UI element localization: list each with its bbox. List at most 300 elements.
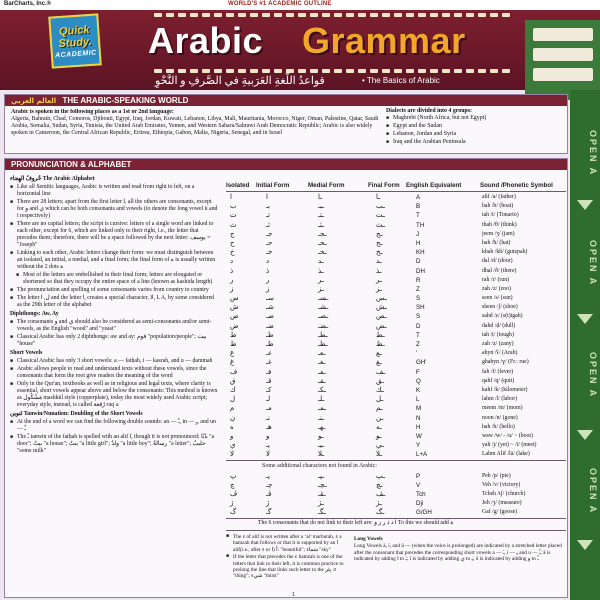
english-equivalent-cell: F xyxy=(416,368,420,376)
film-hole xyxy=(406,69,414,73)
tab-label: OPEN A xyxy=(588,352,598,399)
sound-cell: khah /kh/ (gutzpah) xyxy=(482,249,528,256)
dialect-item: ■ Lebanon, Jordan and Syria xyxy=(386,131,566,138)
arabic-letter-cell: فـ xyxy=(266,367,272,376)
film-hole xyxy=(298,69,306,73)
arabic-letter-cell: ك xyxy=(230,385,236,394)
english-equivalent-cell: J xyxy=(416,230,420,238)
table-row xyxy=(226,294,566,303)
arabic-letter-cell: ـر xyxy=(318,275,324,284)
film-hole xyxy=(478,69,486,73)
table-row xyxy=(226,358,566,367)
arabic-letter-cell: ـز xyxy=(376,284,382,293)
arabic-letter-cell: ش xyxy=(230,303,239,312)
english-equivalent-cell: S xyxy=(416,295,421,303)
arabic-letter-cell: خـ xyxy=(266,248,273,257)
note-item: ■ Linking to each other, Arabic letters change their form: we must distinguish between an isolated, an initial, a medial, and a final form; the final form of ه is usually written without the 2 dots ة xyxy=(10,250,218,271)
film-hole xyxy=(346,13,354,17)
column-header: Sound /Phonetic Symbol xyxy=(480,182,553,189)
note-item: ■ There are 28 letters; apart from the first letter ا, all the others are consonants, except for و and ي which can be both consonants and vowels (to denote the long vowel ū and ī respectively) xyxy=(10,199,218,220)
sound-cell: noon /n/ (gone) xyxy=(482,414,518,421)
arabic-letter-cell: ذ xyxy=(230,266,234,275)
arabic-letter-cell: ـت xyxy=(376,211,385,220)
film-hole xyxy=(190,13,198,17)
film-hole xyxy=(430,69,438,73)
arabic-letter-cell: ـز xyxy=(318,284,324,293)
arabic-letter-cell: ـب xyxy=(376,202,385,211)
note-item: ■ The consonants و and ي should also be considered as semi-consonants and/or semi-vowels, as the English "wood" and "yeast" xyxy=(10,319,218,333)
english-equivalent-cell: D xyxy=(416,258,421,266)
arabic-letter-cell: س xyxy=(230,294,239,303)
arabic-letter-cell: ـح xyxy=(376,238,383,247)
arabic-letter-cell: سـ xyxy=(266,294,274,303)
arabic-letter-cell: ضـ xyxy=(266,321,274,330)
down-arrow-icon xyxy=(577,200,593,210)
divider xyxy=(226,530,566,531)
arabic-letter-cell: عـ xyxy=(266,349,273,358)
logo-line: Quick xyxy=(58,23,90,38)
arabic-letter-cell: ـسـ xyxy=(318,294,329,303)
film-hole xyxy=(490,13,498,17)
note-item: ■ The ـً tanwin of the fatḥah is spelled with an alif ا, though it is not pronounced: بابًا "a door"; بيتٌ "a house"; بنتٌ "a little girl"; ولدٌ "a little boy"; رسالةٌ "a letter"; حليبٌ "some milk" xyxy=(10,434,218,455)
arabic-letter-cell: ج xyxy=(230,229,235,238)
film-hole xyxy=(442,69,450,73)
table-row xyxy=(226,499,566,508)
divider xyxy=(226,460,566,461)
arabic-letter-cell: ـپ xyxy=(376,472,385,480)
arabic-letter-cell: ت xyxy=(230,211,237,220)
non-linking-note: The 6 consonants that do not link to their left are: ا د ذ ر ز و To this we should add ة xyxy=(258,520,454,526)
english-equivalent-cell: T xyxy=(416,331,420,339)
sound-cell: Tcheh /tʃ/ (church) xyxy=(482,491,526,497)
arabic-letter-cell: ـن xyxy=(376,413,384,422)
sound-cell: waw /w/ - /u/ ~ (boot) xyxy=(482,432,533,439)
sound-cell: ghahyn /ɣ/ (Fr.: rue) xyxy=(482,359,529,366)
table-row xyxy=(226,404,566,413)
dialect-item: ■ Egypt and the Sudan xyxy=(386,123,566,130)
sound-cell: bah /b/ (boat) xyxy=(482,203,514,210)
film-hole xyxy=(502,13,510,17)
arabic-letter-cell: ـي xyxy=(376,441,384,450)
arabic-letter-cell: كـ xyxy=(266,385,272,394)
long-vowels-notes xyxy=(354,534,566,596)
film-hole xyxy=(382,13,390,17)
film-hole xyxy=(250,13,258,17)
arabic-letter-cell: م xyxy=(230,404,235,413)
page-number: 1 xyxy=(292,592,295,598)
section-heading xyxy=(5,95,567,106)
arabic-letter-cell: ر xyxy=(266,275,270,284)
arabic-letter-cell: ـذ xyxy=(318,266,324,275)
arabic-letter-cell: ـق xyxy=(376,376,384,385)
sound-cell: alif /a/ (father) xyxy=(482,194,516,200)
english-equivalent-cell: N xyxy=(416,414,421,422)
sound-cell: dhal /ð/ (there) xyxy=(482,267,517,274)
film-hole xyxy=(466,13,474,17)
english-equivalent-cell: KH xyxy=(416,249,425,257)
arabic-letter-cell: ـلا xyxy=(376,450,383,459)
arabic-letter-cell: گـ xyxy=(266,508,272,516)
arabic-letter-cell: هـ xyxy=(266,422,272,431)
arabic-letter-cell: تـ xyxy=(266,211,270,220)
table-row xyxy=(226,230,566,239)
film-hole xyxy=(298,13,306,17)
extra-characters-title: Some additional characters not found in Arabic: xyxy=(262,463,377,469)
section-heading: PRONUNCIATION & ALPHABET xyxy=(5,159,567,170)
arabic-letter-cell: غـ xyxy=(266,358,272,367)
tanwin-title: تَنوين Tanwin/Nunation: Doubling of the Short Vowels xyxy=(10,411,143,417)
arabic-letter-cell: د xyxy=(266,257,270,266)
english-equivalent-cell: Z xyxy=(416,341,420,348)
sound-cell: Jeh /ʒ/ (measure) xyxy=(482,500,522,506)
logo-line: ACADEMIC xyxy=(54,49,97,59)
table-row xyxy=(226,481,566,490)
english-equivalent-cell: Z xyxy=(416,285,420,293)
arabic-letter-cell: ـچ xyxy=(376,481,383,489)
arabic-letter-cell: ـا xyxy=(318,193,323,201)
english-equivalent-cell: Q xyxy=(416,377,421,385)
arabic-letter-cell: ـفـ xyxy=(318,367,326,376)
sound-cell: hah /ħ/ (hat) xyxy=(482,239,511,246)
film-hole xyxy=(358,13,366,17)
table-row xyxy=(226,303,566,312)
sound-cell: Peh /p/ (pie) xyxy=(482,473,511,479)
arabic-letter-cell: ـس xyxy=(376,294,387,303)
arabic-letter-cell: ـخـ xyxy=(318,248,327,257)
film-hole xyxy=(214,69,222,73)
arabic-letter-cell: طـ xyxy=(266,330,274,339)
film-hole xyxy=(502,69,510,73)
table-row xyxy=(226,239,566,248)
table-row xyxy=(226,508,566,517)
table-row xyxy=(226,414,566,423)
arabic-letter-cell: شـ xyxy=(266,303,274,312)
note-item: ■ The ء of alif is not written after a ‘al’ marbutah, ء a hamzah that follows or that it is supported by an ا alif(i.e., after ء or ا) أ: "beautiful"; سَماء "sky" xyxy=(226,534,346,553)
english-equivalent-cell: A xyxy=(416,194,421,201)
arabic-letter-cell: ص xyxy=(230,312,239,321)
arabic-letter-cell: ح xyxy=(230,238,235,247)
table-row xyxy=(226,432,566,441)
series-banner: WORLD'S #1 ACADEMIC OUTLINE xyxy=(228,1,332,7)
column-header: Initial Form xyxy=(256,182,290,189)
table-row xyxy=(226,276,566,285)
title-grammar: Grammar xyxy=(302,20,466,61)
arabic-letter-cell: قـ xyxy=(266,376,272,385)
arabic-letter-cell: د xyxy=(230,257,234,266)
english-equivalent-cell: L+A xyxy=(416,451,428,459)
film-hole xyxy=(286,69,294,73)
arabic-letter-cell: ز xyxy=(266,284,270,293)
arabic-letter-cell: ب xyxy=(230,202,237,211)
open-tab[interactable] xyxy=(570,90,600,600)
dialect-item: ■ Maghrebi (North Africa, but not Egypt) xyxy=(386,115,566,122)
film-hole xyxy=(190,69,198,73)
subtitle-english: • The Basics of Arabic xyxy=(362,76,440,85)
arabic-letter-cell: ـط xyxy=(376,330,385,339)
note-item: ■ There are no capital letters; the script is cursive: letters of a single word are linked to each other, except for 6, which are linked only to their right, i.e., the letter that precedes them; therefore, there will be a space followed by the next letter: يوسف = "Joseph" xyxy=(10,221,218,249)
arabic-letter-cell: ـجـ xyxy=(318,229,327,238)
film-hole xyxy=(466,69,474,73)
arabic-letter-cell: ـپـ xyxy=(318,472,325,480)
table-row xyxy=(226,450,566,459)
arabic-letter-cell: جـ xyxy=(266,229,273,238)
film-hole xyxy=(214,13,222,17)
english-equivalent-cell: Y xyxy=(416,442,421,450)
arabic-letter-cell: غ xyxy=(230,358,235,367)
film-hole xyxy=(346,69,354,73)
dialect-item: ■ Iraq and the Arabian Peninsula xyxy=(386,139,566,146)
arabic-letter-cell: ـش xyxy=(376,303,387,312)
arabic-letter-cell: ـظ xyxy=(376,340,385,348)
film-hole xyxy=(370,69,378,73)
dialects-title: Dialects are divided into 4 groups: xyxy=(386,108,473,114)
arabic-letter-cell: لـ xyxy=(266,395,271,404)
table-row xyxy=(226,211,566,220)
alphabet-table xyxy=(226,193,566,459)
film-hole xyxy=(166,69,174,73)
long-vowels-title: Long Vowels xyxy=(354,536,383,542)
film-hole xyxy=(178,13,186,17)
strip-pill xyxy=(533,28,593,41)
arabic-letter-cell: ـڤـ xyxy=(318,490,326,498)
arabic-letter-cell: ي xyxy=(230,441,236,450)
sound-cell: thah /θ/ (think) xyxy=(482,221,517,228)
arabic-letter-cell: ثـ xyxy=(266,220,270,229)
sound-cell: meem /m/ (mom) xyxy=(482,405,523,412)
arabic-letter-cell: ق xyxy=(230,376,236,385)
table-row xyxy=(226,221,566,230)
table-row xyxy=(226,423,566,432)
film-hole xyxy=(478,13,486,17)
arabic-letter-cell: ـتـ xyxy=(318,211,325,220)
arabic-letter-cell: ـع xyxy=(376,349,382,358)
english-equivalent-cell: M xyxy=(416,405,422,413)
film-hole xyxy=(454,13,462,17)
arabic-letter-cell: ژ xyxy=(266,499,270,507)
english-equivalent-cell: G/GH xyxy=(416,509,432,516)
arabic-letter-cell: لا xyxy=(266,450,270,459)
hamzah-notes xyxy=(226,534,346,596)
arabic-letter-cell: ـڤ xyxy=(376,490,386,498)
table-row xyxy=(226,441,566,450)
note-item: ■ Classical Arabic has only 3 short vowels: a — fatḥah, i — kasrah, and u — ḍammah xyxy=(10,358,218,365)
english-equivalent-cell: Dji xyxy=(416,500,424,507)
film-hole xyxy=(442,13,450,17)
divider xyxy=(226,191,566,192)
arabic-letter-cell: ـل xyxy=(376,395,384,404)
arabic-letter-cell: ـذ xyxy=(376,266,382,275)
film-strip-top xyxy=(150,12,530,18)
film-hole xyxy=(394,13,402,17)
arabic-letter-cell: ـژ xyxy=(376,499,382,507)
down-arrow-icon xyxy=(577,314,593,324)
arabic-letter-cell: ـم xyxy=(376,404,383,413)
heading-text: THE ARABIC-SPEAKING WORLD xyxy=(62,96,189,105)
arabic-letter-cell: ف xyxy=(230,367,238,376)
logo-line: Study. xyxy=(58,35,93,50)
arabic-letter-cell: ـد xyxy=(376,257,382,266)
sound-cell: lahm /l/ (labor) xyxy=(482,396,518,403)
sound-cell: dal /d/ (door) xyxy=(482,258,513,265)
film-hole xyxy=(322,13,330,17)
strip-pill xyxy=(533,68,593,81)
english-equivalent-cell: TH xyxy=(416,221,425,229)
arabic-letter-cell: ـخ xyxy=(376,248,383,257)
film-hole xyxy=(154,69,162,73)
table-row xyxy=(226,377,566,386)
arabic-letter-cell: ز xyxy=(230,284,234,293)
table-row xyxy=(226,331,566,340)
arabic-letter-cell: ـنـ xyxy=(318,413,325,422)
tab-label: OPEN A xyxy=(588,468,598,515)
arabic-letter-cell: ـض xyxy=(376,321,387,330)
arabic-letter-cell: ژ xyxy=(230,499,234,507)
table-row xyxy=(226,257,566,266)
sound-cell: hah /h/ (hello) xyxy=(482,423,515,430)
title-arabic: Arabic xyxy=(148,20,264,61)
tab-label: OPEN A xyxy=(588,130,598,177)
english-equivalent-cell: D xyxy=(416,322,421,330)
arabic-letter-cell: ط xyxy=(230,330,237,339)
table-row xyxy=(226,395,566,404)
column-header: Isolated xyxy=(226,182,250,189)
arabic-letter-cell: ـيـ xyxy=(318,441,325,450)
film-hole xyxy=(154,13,162,17)
sound-cell: tah /ṭ/ (tough) xyxy=(482,331,514,338)
arabic-letter-cell: ظـ xyxy=(266,340,274,348)
arabic-letter-cell: خ xyxy=(230,248,235,257)
arabic-letter-cell: ا xyxy=(266,193,268,201)
arabic-letter-cell: ـصـ xyxy=(318,312,329,321)
sound-cell: rah /r/ (run) xyxy=(482,276,510,283)
film-hole xyxy=(262,13,270,17)
sound-cell: dahd /ḍ/ (dull) xyxy=(482,322,516,329)
note-item: ■ The letter ل, ا and the letter ا, creates a special character, لا, L A, by some considered as the 29th letter of the alphabet xyxy=(10,295,218,309)
sound-cell: sahd /ṣ/ (s(t)igah) xyxy=(482,313,523,320)
arabic-letter-cell: ـقـ xyxy=(318,376,326,385)
arabic-letter-cell: ـگـ xyxy=(318,508,326,516)
language-strip xyxy=(525,20,600,100)
arabic-letter-cell: ـژ xyxy=(318,499,324,507)
arabic-letter-cell: ـگ xyxy=(376,508,385,516)
arabic-letter-cell: نـ xyxy=(266,413,270,422)
arabic-letter-cell: و xyxy=(230,431,234,440)
film-hole xyxy=(418,13,426,17)
arabic-letter-cell: ر xyxy=(230,275,234,284)
film-hole xyxy=(202,13,210,17)
film-hole xyxy=(166,13,174,17)
note-item: ■ At the end of a word we can find the following double sounds: an — ـً, in — ـٍ, and un — ـٌ xyxy=(10,419,218,433)
film-hole xyxy=(286,13,294,17)
diphthongs-title: Diphthongs: Aw, Ay xyxy=(10,311,59,317)
english-equivalent-cell: GH' xyxy=(416,359,427,367)
arabic-letter-cell: ن xyxy=(230,413,236,422)
sound-cell: Veh /v/ (victory) xyxy=(482,482,521,488)
arabic-letter-cell: ـث xyxy=(376,220,385,229)
title-banner xyxy=(0,10,600,90)
arabic-letter-cell: مـ xyxy=(266,404,272,413)
sound-cell: sheen /ʃ/ (shoe) xyxy=(482,304,518,311)
arabic-letter-cell: ـلا xyxy=(318,450,325,459)
arabic-letter-cell: بـ xyxy=(266,202,270,211)
world-text xyxy=(11,109,381,153)
sound-cell: zah /ẓ/ (zany) xyxy=(482,341,514,347)
note-item: ■ Classical Arabic has only 2 diphthongs: aw and ay: قوم "population/people"; بيت "house" xyxy=(10,334,218,348)
arabic-letter-cell: صـ xyxy=(266,312,274,321)
short-vowels-title: Short Vowels xyxy=(10,350,43,356)
table-row xyxy=(226,386,566,395)
sound-cell: zah /z/ (zoo) xyxy=(482,285,511,292)
english-equivalent-cell: Tch xyxy=(416,491,426,498)
film-hole xyxy=(406,13,414,17)
table-row xyxy=(226,490,566,499)
english-equivalent-cell: SH xyxy=(416,304,425,312)
arabic-letter-cell: ـج xyxy=(376,229,383,238)
english-equivalent-cell: K xyxy=(416,386,421,394)
dialects-block xyxy=(386,108,566,147)
arabic-letter-cell: ڤ xyxy=(230,490,238,498)
down-arrow-icon xyxy=(577,430,593,440)
arabic-letter-cell: ـكـ xyxy=(318,385,326,394)
alphabet-notes xyxy=(10,174,218,594)
sound-cell: seen /s/ (sun) xyxy=(482,295,513,302)
table-row xyxy=(226,248,566,257)
film-hole xyxy=(226,69,234,73)
arabic-letter-cell: ث xyxy=(230,220,237,229)
arabic-letter-cell: ـو xyxy=(376,431,382,440)
arabic-letter-cell: لا xyxy=(230,450,234,459)
film-hole xyxy=(274,69,282,73)
column-header: Medial Form xyxy=(308,182,345,189)
arabic-letter-cell: ـغ xyxy=(376,358,382,367)
arabic-letter-cell: ـص xyxy=(376,312,387,321)
note-item: ■ If the letter that precedes the ء hamzah is one of the letters that link to their left, it is common practice to prolong the line that links such letter to the ء: بِئر "thing"; شيء "thirst" xyxy=(226,554,346,580)
note-item: ■ Arabic allows people to read and understand texts without these vowels, since the consonants that form the root give readers the meaning of the word xyxy=(10,366,218,380)
sound-cell: fah /f/ (fever) xyxy=(482,368,514,375)
alphabet-title-ar: حُروفُ الهِجاء xyxy=(10,176,42,182)
film-hole xyxy=(334,13,342,17)
arabic-letter-cell: ا xyxy=(230,193,232,201)
strip-pill xyxy=(533,48,593,61)
arabic-letter-cell: ـعـ xyxy=(318,349,326,358)
table-row xyxy=(226,322,566,331)
film-hole xyxy=(358,69,366,73)
english-equivalent-cell: T xyxy=(416,212,420,220)
arabic-letter-cell: ـهـ xyxy=(318,422,326,431)
down-arrow-icon xyxy=(577,540,593,550)
film-hole xyxy=(334,69,342,73)
arabic-letter-cell: ـمـ xyxy=(318,404,327,413)
arabic-letter-cell: ه xyxy=(230,422,234,431)
arabic-letter-cell: ظ xyxy=(230,340,237,348)
arabic-letter-cell: ـبـ xyxy=(318,202,325,211)
arabic-letter-cell: ـه xyxy=(376,422,382,431)
arabic-letter-cell: پـ xyxy=(266,472,270,480)
arabic-letter-cell: ـد xyxy=(318,257,324,266)
table-row xyxy=(226,285,566,294)
sound-cell: qahf /q/ (quit) xyxy=(482,377,515,384)
table-row xyxy=(226,202,566,211)
film-hole xyxy=(370,13,378,17)
note-item: ■ The pronunciation and spelling of some consonants varies from country to country xyxy=(10,287,218,294)
english-equivalent-cell: R xyxy=(416,276,421,284)
arabic-letter-cell: ـطـ xyxy=(318,330,328,339)
sound-cell: yah /j/ (yet) ~ /i/ (meet) xyxy=(482,442,537,449)
heading-arabic: العالم العربي xyxy=(11,97,57,105)
table-row xyxy=(226,267,566,276)
arabic-letter-cell: ـغـ xyxy=(318,358,326,367)
note-item: ■ Most of the letters are embellished in their final form; letters are elongated or shortened so that they occupy the entire space of a line (known as kashida length) xyxy=(16,272,218,286)
